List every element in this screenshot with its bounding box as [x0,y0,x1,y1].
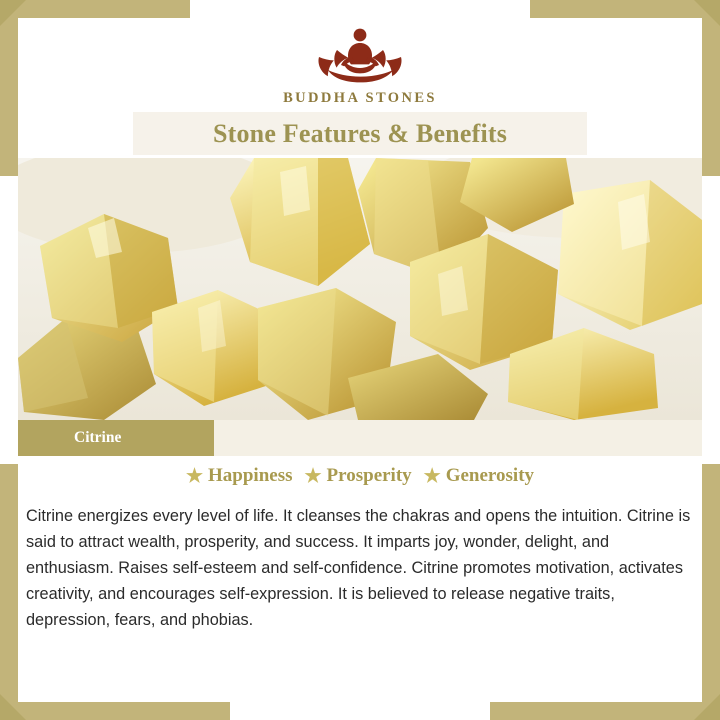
keyword-label: Happiness [208,465,293,486]
stone-name: Citrine [74,429,122,446]
stone-name-swatch [18,420,214,456]
brand-name: BUDDHA STONES [283,90,437,106]
keyword-generosity [424,465,534,487]
page-title: Stone Features & Benefits [212,118,508,148]
border-edge-left-bottom [0,464,18,720]
border-band-bottom-right [490,702,720,720]
border-band-top-right [530,0,720,18]
citrine-photo [18,158,702,420]
border-band-bottom-left [0,702,230,720]
lotus-meditation-icon [297,22,423,84]
corner-ornament-bottom-left [0,694,26,720]
border-edge-right-bottom [702,464,720,720]
stone-description: Citrine energizes every level of life. It cleanses the chakras and opens the intuition. Citrine is said to attract wealth, prosperity, and success. It imparts joy, wonder, delight, and enthusiasm. Raises self-esteem and self-confidence. Citrine promotes motivation, activates creativity, and encourages self-expression. It is believed to release negative traits, depression, fears, and phobias. [26,507,691,629]
keyword-prosperity [304,465,411,487]
border-band-top-left [0,0,190,18]
brand-logo [0,22,720,107]
corner-ornament-bottom-right [694,694,720,720]
star-icon: ★ [423,465,441,487]
section-title-bar [133,112,587,155]
keyword-happiness [186,465,293,487]
stone-name-bar [18,420,702,456]
keyword-label: Prosperity [326,465,412,486]
keyword-label: Generosity [445,465,535,486]
star-icon: ★ [304,465,322,487]
stone-keywords [18,456,702,496]
star-icon: ★ [185,465,203,487]
